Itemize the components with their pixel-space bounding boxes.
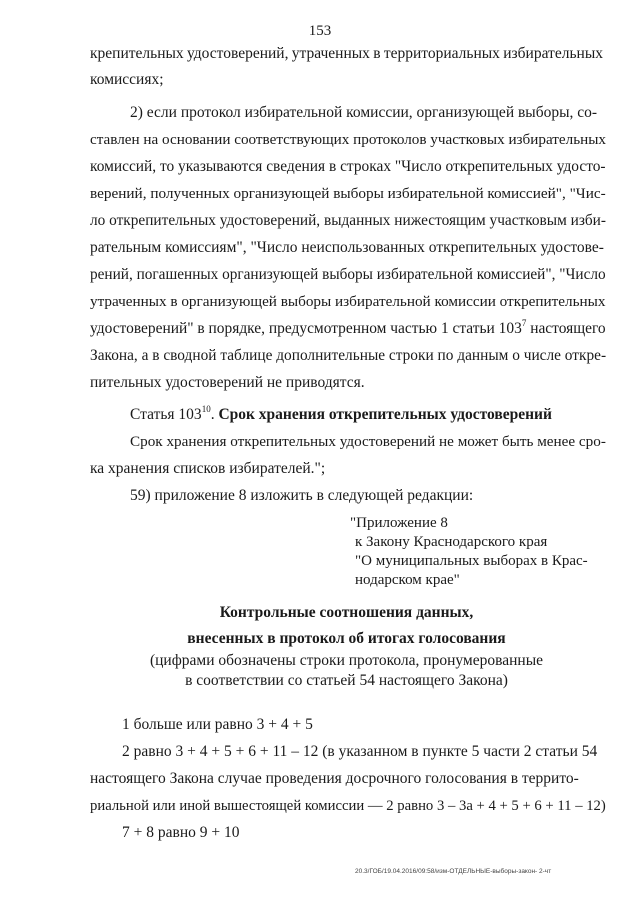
heading-line-1: Контрольные соотношения данных,	[219, 604, 474, 621]
paragraph-2-line-8: утраченных в организующей выборы избирательной комиссии открепительных	[90, 293, 606, 310]
relation-1: 1 больше или равно 3 + 4 + 5	[122, 716, 313, 733]
paragraph-2-line-9-end: настоящего	[526, 320, 606, 337]
appendix-line-3: "О муниципальных выборах в Крас-	[355, 553, 588, 569]
paragraph-2-line-9-text: удостоверений" в порядке, предусмотренном частью 1 статьи 103	[90, 320, 522, 337]
article-prefix: Статья 103	[130, 406, 202, 423]
article-body-line-1: Срок хранения открепительных удостоверений не может быть менее сро-	[130, 433, 606, 450]
paragraph-2-line-9	[90, 320, 606, 338]
article-superscript: 10	[201, 404, 211, 414]
paragraph-2-line-1: 2) если протокол избирательной комиссии, организующей выборы, со-	[130, 104, 598, 121]
heading-line-2: внесенных в протокол об итогах голосования	[187, 630, 506, 647]
relation-2-line-1: 2 равно 3 + 4 + 5 + 6 + 11 – 12 (в указанном в пункте 5 части 2 статьи 54	[122, 743, 598, 760]
paragraph-1-line-2: комиссиях;	[90, 71, 164, 88]
paragraph-2-line-3: комиссий, то указываются сведения в строках "Число открепительных удосто-	[90, 158, 606, 175]
paragraph-2-line-11: пительных удостоверений не приводятся.	[90, 374, 365, 391]
appendix-line-4: нодарском крае"	[355, 572, 460, 588]
superscript-7: 7	[521, 318, 527, 328]
heading-sub-2: в соответствии со статьей 54 настоящего Закона)	[185, 672, 508, 689]
paragraph-2-line-7: рений, погашенных организующей выборы избирательной комиссией", "Число	[90, 266, 606, 283]
paragraph-2-line-6: рательным комиссиям", "Число неиспользованных открепительных удостове-	[90, 239, 604, 256]
article-body-line-2: ка хранения списков избирателей.";	[90, 460, 326, 477]
paragraph-2-line-4: верений, полученных организующей выборы избирательной комиссией", "Чис-	[90, 185, 606, 202]
page-number: 153	[308, 23, 332, 39]
paragraph-1-line-1: крепительных удостоверений, утраченных в территориальных избирательных	[90, 45, 603, 62]
paragraph-2-line-5: ло открепительных удостоверений, выданных нижестоящим участковым изби-	[90, 212, 606, 229]
paragraph-2-line-10: Закона, а в сводной таблице дополнительные строки по данным о числе откре-	[90, 347, 607, 364]
article-heading	[130, 406, 552, 424]
item-59: 59) приложение 8 изложить в следующей редакции:	[130, 487, 474, 504]
heading-sub-1: (цифрами обозначены строки протокола, пронумерованные	[149, 652, 544, 669]
article-dot: .	[210, 406, 215, 423]
relation-2-line-3: риальной или иной вышестоящей комиссии — 2 равно 3 – 3а + 4 + 5 + 6 + 11 – 12)	[90, 798, 606, 814]
paragraph-2-line-2: ставлен на основании соответствующих протоколов участковых избирательных	[90, 131, 606, 148]
appendix-line-2: к Закону Краснодарского края	[355, 534, 548, 550]
relation-2-line-2: настоящего Закона случае проведения досрочного голосования в террито-	[90, 770, 579, 787]
document-footer: 20.3/ГОБ/19.04.2016/09:58/изм-ОТДЕЛЬНЫЕ-выборы-закон- 2-чт	[355, 868, 552, 875]
article-title: Срок хранения открепительных удостоверений	[214, 406, 552, 423]
appendix-line-1: "Приложение 8	[350, 515, 448, 531]
relation-3: 7 + 8 равно 9 + 10	[122, 824, 240, 841]
